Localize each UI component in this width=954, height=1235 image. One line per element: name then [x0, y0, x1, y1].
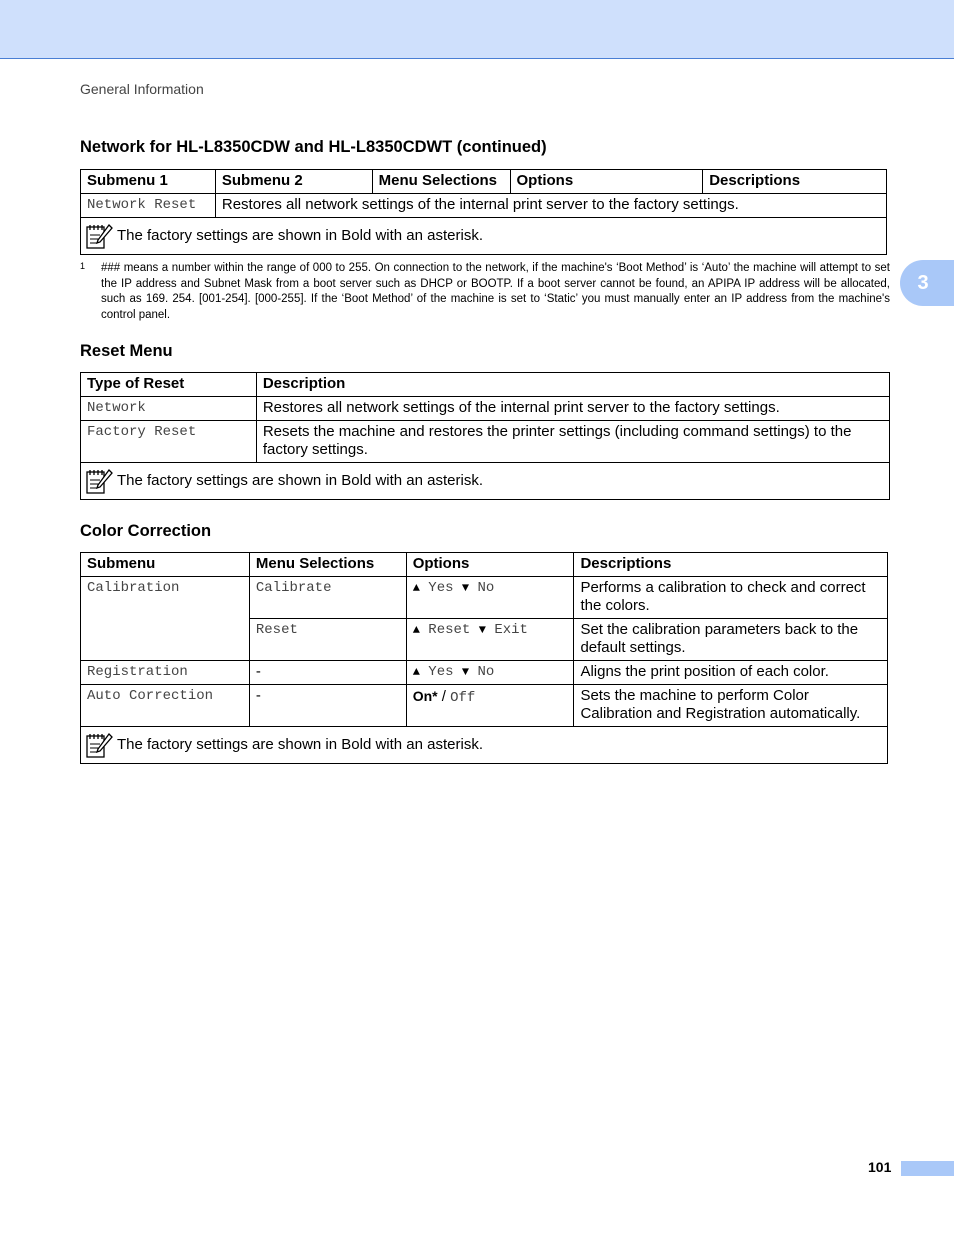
row-description: Restores all network settings of the internal print server to the factory settings. [215, 194, 886, 218]
options-cell [406, 577, 574, 619]
down-arrow-icon: ▼ [461, 581, 470, 595]
note-row [81, 218, 887, 255]
network-section-title: Network for HL-L8350CDW and HL-L8350CDWT (continued) [80, 138, 547, 156]
options-cell [406, 685, 574, 727]
down-arrow-icon: ▼ [461, 665, 470, 679]
table-header-row [81, 373, 890, 397]
submenu-network-reset: Network Reset [81, 194, 216, 218]
note-row [81, 727, 888, 764]
page-number: 101 [868, 1159, 892, 1175]
menu-selection: Calibrate [249, 577, 406, 619]
table-header-row [81, 170, 887, 194]
up-arrow-icon: ▲ [412, 581, 420, 595]
table-row [81, 685, 888, 727]
options-cell [406, 661, 574, 685]
option-down: Exit [494, 622, 528, 638]
note-text: The factory settings are shown in Bold with an asterisk. [117, 227, 484, 244]
note-pencil-icon [85, 222, 113, 250]
reset-menu-title: Reset Menu [80, 342, 173, 360]
submenu-calibration: Calibration [81, 577, 250, 661]
reset-description: Restores all network settings of the internal print server to the factory settings. [256, 397, 889, 421]
color-correction-title: Color Correction [80, 522, 212, 540]
note-cell [81, 463, 890, 500]
reset-menu-table [80, 372, 890, 500]
note-pencil-icon [85, 467, 113, 495]
footnote [80, 261, 890, 323]
option-down: No [477, 664, 495, 680]
breadcrumb: General Information [80, 81, 204, 97]
reset-description: Resets the machine and restores the printer settings (including command settings) to the factory settings. [256, 421, 889, 463]
row-description: Aligns the print position of each color. [574, 661, 888, 685]
up-arrow-icon: ▲ [412, 665, 420, 679]
options-cell [406, 619, 574, 661]
table-row [81, 397, 890, 421]
chapter-tab[interactable] [900, 260, 954, 306]
column-header: Menu Selections [249, 553, 406, 577]
menu-selection: - [249, 685, 406, 727]
submenu-auto-correction: Auto Correction [81, 685, 250, 727]
table-row [81, 577, 888, 619]
note-text: The factory settings are shown in Bold with an asterisk. [117, 472, 484, 489]
footnote-mark: 1 [80, 261, 86, 271]
column-header: Descriptions [574, 553, 888, 577]
option-on-default: On* [412, 688, 438, 704]
top-header-bar [0, 0, 954, 59]
note-cell [81, 727, 888, 764]
column-header: Options [406, 553, 574, 577]
column-header: Type of Reset [81, 373, 257, 397]
row-description: Sets the machine to perform Color Calibration and Registration automatically. [574, 685, 888, 727]
option-up: Yes [428, 580, 454, 596]
table-header-row [81, 553, 888, 577]
option-separator: / [441, 688, 446, 705]
up-arrow-icon: ▲ [412, 623, 420, 637]
table-row [81, 661, 888, 685]
note-text: The factory settings are shown in Bold with an asterisk. [117, 736, 484, 753]
column-header: Submenu 2 [215, 170, 372, 194]
column-header: Options [510, 170, 703, 194]
note-cell [81, 218, 887, 255]
column-header: Submenu 1 [81, 170, 216, 194]
chapter-number: 3 [917, 271, 929, 294]
column-header: Menu Selections [372, 170, 510, 194]
menu-selection: Reset [249, 619, 406, 661]
network-table [80, 169, 887, 255]
option-up: Reset [428, 622, 471, 638]
column-header: Descriptions [703, 170, 887, 194]
option-down: No [477, 580, 495, 596]
row-description: Performs a calibration to check and correct the colors. [574, 577, 888, 619]
option-off: Off [450, 690, 476, 706]
footnote-text: ### means a number within the range of 000 to 255. On connection to the network, if the machine's ‘Boot Method’ is ‘Auto’ the machine will attempt to set the IP address and Subnet Mask from a boot server such as DHCP or BOOTP. If a boot server cannot be found, an APIPA IP address will be allocated, such as 169. 254. [001-254]. [000-255]. If the ‘Boot Method’ of the machine is set to ‘Static’ you must manually enter an IP address from the machine's control panel. [101, 262, 890, 321]
note-row [81, 463, 890, 500]
option-up: Yes [428, 664, 454, 680]
color-correction-table [80, 552, 888, 764]
row-description: Set the calibration parameters back to the default settings. [574, 619, 888, 661]
column-header: Description [256, 373, 889, 397]
table-row [81, 421, 890, 463]
reset-type: Factory Reset [81, 421, 257, 463]
reset-type: Network [81, 397, 257, 421]
page-number-bar [901, 1161, 954, 1176]
note-pencil-icon [85, 731, 113, 759]
submenu-registration: Registration [81, 661, 250, 685]
menu-selection: - [249, 661, 406, 685]
down-arrow-icon: ▼ [478, 623, 486, 637]
column-header: Submenu [81, 553, 250, 577]
table-row [81, 194, 887, 218]
